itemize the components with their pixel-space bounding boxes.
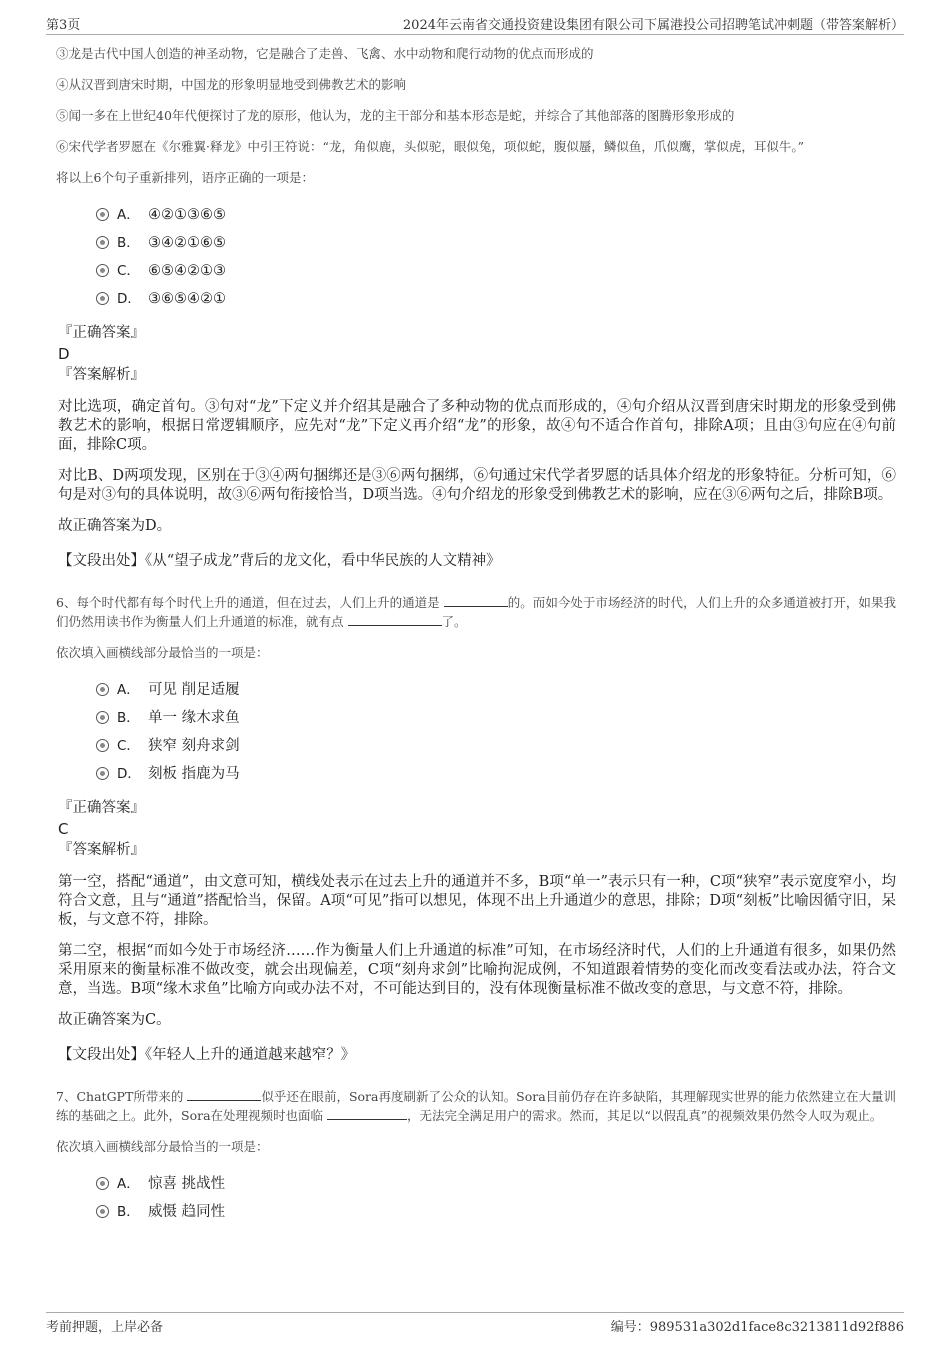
page-number: 第3页: [46, 18, 81, 33]
option-text: 惊喜 挑战性: [148, 1176, 226, 1192]
q7-stem: 依次填入画横线部分最恰当的一项是：: [56, 1139, 269, 1154]
option-text: 狭窄 刻舟求剑: [148, 738, 240, 754]
q7-question: [56, 1087, 896, 1125]
option-text: 可见 削足适履: [148, 682, 240, 698]
radio-button-icon[interactable]: [96, 711, 109, 724]
q6-text-c: 了。: [441, 614, 467, 629]
option-text: ③⑥⑤④②①: [148, 291, 226, 307]
q6-source: 【文段出处】《年轻人上升的通道越来越窄？》: [58, 1047, 356, 1063]
q7-options: [96, 1170, 896, 1226]
q5-sentence-5: ⑤闻一多在上世纪40年代便探讨了龙的原形，他认为，龙的主干部分和基本形态是蛇，并综合了其他部落的图腾形象形成的: [56, 108, 735, 123]
q7-text-a: 7、ChatGPT所带来的: [56, 1089, 184, 1104]
radio-button-icon[interactable]: [96, 292, 109, 305]
radio-button-icon[interactable]: [96, 236, 109, 249]
q7-text-c: ，无法完全满足用户的需求。然而，其足以“以假乱真”的视频效果仍然令人叹为观止。: [407, 1108, 883, 1123]
q5-sentence-6: ⑥宋代学者罗愿在《尔雅翼·释龙》中引王符说：“龙，角似鹿，头似驼，眼似兔，项似蛇，腹似蜃，鳞似鱼，爪似鹰，掌似虎，耳似牛。”: [56, 139, 805, 154]
option-letter: C．: [117, 263, 140, 279]
q5-option-a[interactable]: [96, 201, 896, 229]
blank-line: [187, 1088, 261, 1101]
q6-analysis-conclusion: 故正确答案为C。: [58, 1012, 171, 1028]
option-letter: C．: [117, 738, 140, 754]
q7-text-b: 似乎还在眼前，Sora再度刷新了公众的认知。Sora目前仍存在许多缺陷，其理解现实世界的能力依然建立在大量训练的基础之上。此外，Sora在处理视频时也面临: [56, 1089, 896, 1123]
option-letter: D．: [117, 291, 141, 307]
q6-option-d[interactable]: [96, 760, 896, 788]
footer-slogan: 考前押题，上岸必备: [46, 1320, 164, 1335]
option-letter: B．: [117, 710, 140, 726]
document-body: [56, 44, 896, 1236]
q6-answer-label: 『正确答案』: [58, 800, 145, 816]
option-letter: A．: [117, 1176, 140, 1192]
q6-text-a: 6、每个时代都有每个时代上升的通道，但在过去，人们上升的通道是: [56, 595, 440, 610]
q5-answer: D: [58, 345, 70, 363]
q6-answer: C: [58, 820, 69, 838]
radio-button-icon[interactable]: [96, 1177, 109, 1190]
radio-button-icon[interactable]: [96, 767, 109, 780]
option-text: ④②①③⑥⑤: [148, 207, 226, 223]
q5-sentence-3: ③龙是古代中国人创造的神圣动物，它是融合了走兽、飞禽、水中动物和爬行动物的优点而形成的: [56, 46, 594, 61]
q5-answer-label: 『正确答案』: [58, 325, 145, 341]
q5-analysis-conclusion: 故正确答案为D。: [58, 518, 172, 534]
q5-analysis-paragraph: 对比选项，确定首句。③句对“龙”下定义并介绍其是融合了多种动物的优点而形成的，④句介绍从汉晋到唐宋时期龙的形象受到佛教艺术的影响，根据日常逻辑顺序，应先对“龙”下定义再介绍“龙”的形象，故④句不适合作首句，排除A项；且由③句应在④句前面，排除C项。: [58, 399, 896, 453]
option-letter: A．: [117, 207, 140, 223]
q6-question: [56, 593, 896, 631]
q6-option-c[interactable]: [96, 732, 896, 760]
q6-analysis-label: 『答案解析』: [58, 842, 145, 858]
q5-option-c[interactable]: [96, 257, 896, 285]
radio-button-icon[interactable]: [96, 264, 109, 277]
page-footer: [46, 1312, 904, 1337]
q6-analysis-paragraph: 第一空，搭配“通道”，由文意可知，横线处表示在过去上升的通道并不多，B项“单一”表示只有一种，C项“狭窄”表示宽度窄小，均符合文意，且与“通道”搭配恰当，保留。A项“可见”指可以想见，体现不出上升通道少的意思，排除；D项“刻板”比喻因循守旧，呆板，与文意不符，排除。: [58, 874, 896, 928]
blank-line: [348, 613, 442, 626]
q5-source: 【文段出处】《从“望子成龙”背后的龙文化，看中华民族的人文精神》: [58, 553, 501, 569]
q5-analysis-label: 『答案解析』: [58, 367, 145, 383]
option-text: ③④②①⑥⑤: [148, 235, 226, 251]
q7-option-a[interactable]: [96, 1170, 896, 1198]
q5-option-b[interactable]: [96, 229, 896, 257]
q5-sentence-4: ④从汉晋到唐宋时期，中国龙的形象明显地受到佛教艺术的影响: [56, 77, 407, 92]
q6-option-a[interactable]: [96, 676, 896, 704]
radio-button-icon[interactable]: [96, 683, 109, 696]
q5-option-d[interactable]: [96, 285, 896, 313]
option-text: 威慑 趋同性: [148, 1204, 226, 1220]
option-text: ⑥⑤④②①③: [148, 263, 226, 279]
page-header: [46, 12, 904, 35]
q7-option-b[interactable]: [96, 1198, 896, 1226]
q6-options: [96, 676, 896, 788]
q6-stem: 依次填入画横线部分最恰当的一项是：: [56, 645, 269, 660]
option-letter: D．: [117, 766, 141, 782]
q6-option-b[interactable]: [96, 704, 896, 732]
option-text: 单一 缘木求鱼: [148, 710, 240, 726]
q5-stem: 将以上6个句子重新排列，语序正确的一项是：: [56, 170, 314, 185]
q5-options: [96, 201, 896, 313]
document-title: 2024年云南省交通投资建设集团有限公司下属港投公司招聘笔试冲刺题（带答案解析）: [402, 18, 904, 33]
option-letter: B．: [117, 1204, 140, 1220]
option-letter: A．: [117, 682, 140, 698]
q5-analysis-paragraph: 对比B、D两项发现，区别在于③④两句捆绑还是③⑥两句捆绑，⑥句通过宋代学者罗愿的话具体介绍龙的形象特征。分析可知，⑥句是对③句的具体说明，故③⑥两句衔接恰当，D项当选。④句介绍龙的形象受到佛教艺术的影响，应在③⑥两句之后，排除B项。: [58, 468, 896, 503]
option-letter: B．: [117, 235, 140, 251]
blank-line: [444, 594, 508, 607]
radio-button-icon[interactable]: [96, 208, 109, 221]
document-code: 编号：989531a302d1face8c3213811d92f886: [610, 1320, 904, 1335]
blank-line: [327, 1107, 407, 1120]
q6-analysis-paragraph: 第二空，根据“而如今处于市场经济……作为衡量人们上升通道的标准”可知，在市场经济时代，人们的上升通道有很多，如果仍然采用原来的衡量标准不做改变，就会出现偏差，C项“刻舟求剑”比喻拘泥成例，不知道跟着情势的变化而改变看法或办法，符合文意，当选。B项“缘木求鱼”比喻方向或办法不对，不可能达到目的，没有体现衡量标准不做改变的意思，与文意不符，排除。: [58, 943, 896, 997]
radio-button-icon[interactable]: [96, 739, 109, 752]
radio-button-icon[interactable]: [96, 1205, 109, 1218]
q6-text-b: 的。而如今处于市场经济的时代，人们上升的众多通道被打开，如果我们仍然用读书作为衡量人们上升通道的标准，就有点: [56, 595, 896, 629]
option-text: 刻板 指鹿为马: [148, 766, 240, 782]
